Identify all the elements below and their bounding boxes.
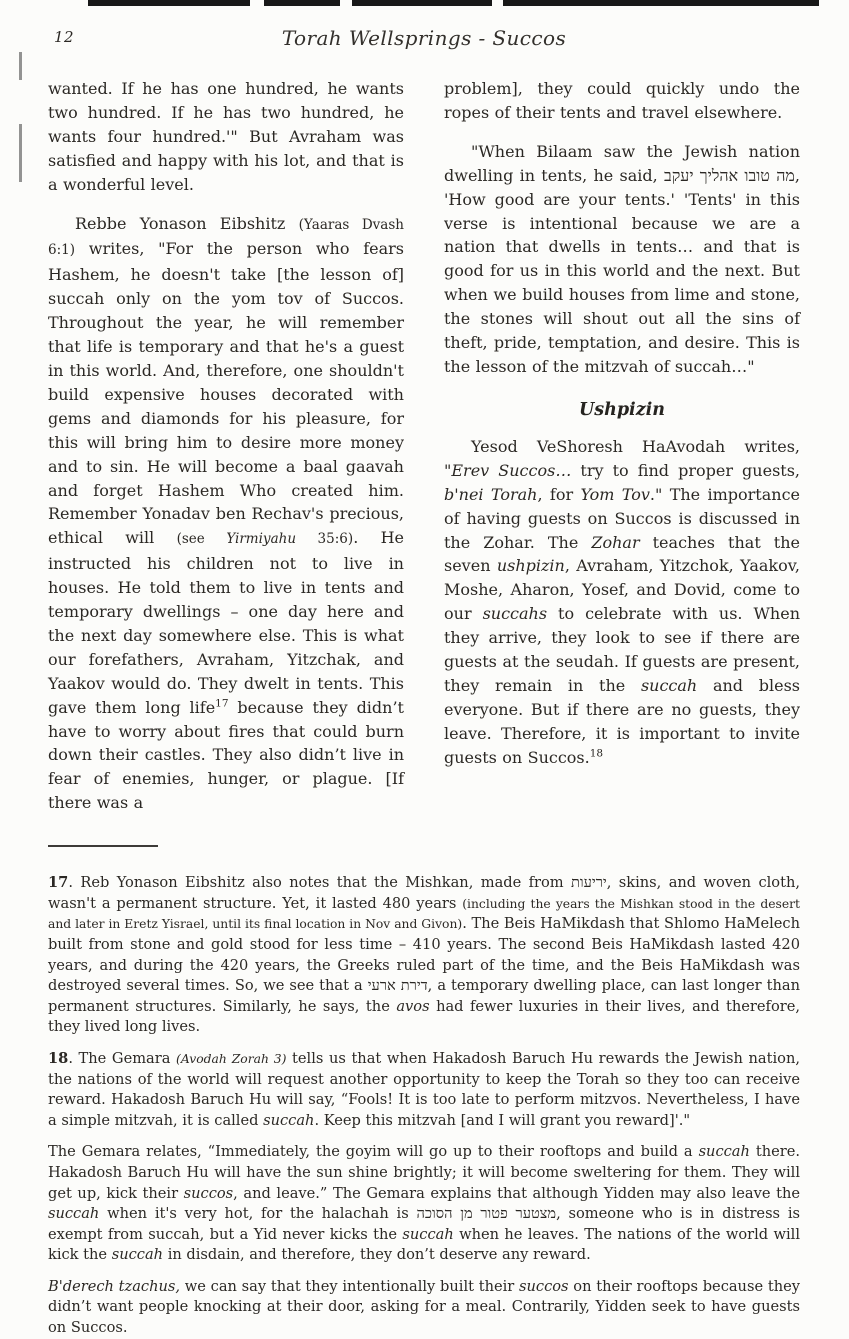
text-run: succahs (482, 604, 548, 624)
page-title: Torah Wellsprings - Succos (281, 26, 567, 50)
section-heading-ushpizin: Ushpizin (578, 399, 666, 420)
scan-artifact-left (19, 52, 22, 182)
hebrew-text-run: יריעות (571, 874, 607, 892)
text-run: , for (537, 484, 581, 504)
text-run: writes, "For the person who fears Hashem, he doesn't take [the lesson of] succah only on the yom tov of Succos. Throughout the year, he will remember that life is temporary and that he's a guest in this world. And, therefore, one shouldn't build expensive houses decorated with gems and diamonds for his pleasure, for this will bring him to desire more money and to sin. He will become a baal gaavah and forget Hashem Who created him. Remember Yonadav ben Rechav's precious, ethical will (48, 239, 404, 548)
text-run: we can say that they intentionally built their (180, 1277, 520, 1295)
text-run: in disdain, and therefore, they don’t deserve any reward. (163, 1246, 591, 1264)
body-paragraph (444, 140, 800, 379)
footnote-paragraph (48, 1049, 800, 1131)
text-run: had fewer luxuries in their lives, and therefore, they lived long lives. (48, 997, 800, 1036)
text-run: 17 (48, 874, 69, 892)
footnote-paragraph (48, 1277, 800, 1339)
text-run: b'nei Torah (444, 484, 538, 504)
text-run: Yom Tov (580, 484, 650, 504)
text-run: (see (176, 531, 227, 548)
text-run: succos (183, 1184, 234, 1202)
text-run: succah (402, 1225, 454, 1243)
text-run: Erev Succos… (451, 460, 572, 480)
text-run: succah (698, 1143, 750, 1161)
text-run: , skins, and woven cloth, wasn't a permanent structure. Yet, it lasted 480 years (48, 874, 800, 912)
text-run: The Gemara relates, “Immediately, the goyim will go up to their rooftops and build a (48, 1143, 699, 1161)
footnote-paragraph (48, 1142, 800, 1266)
text-run: problem], they could quickly undo the ropes of their tents and travel elsewhere. (444, 79, 800, 122)
text-run: Rebbe Yonason Eibshitz (75, 213, 299, 233)
footnote-ref: 18 (589, 747, 604, 760)
two-column-body (48, 77, 800, 815)
text-run: , 'How good are your tents.' 'Tents' in this verse is intentional because we are a nation that dwells in tents… and that is good for us in this world and the next. But when we build houses from lime and stone, the stones will shout out all the sins of theft, pride, temptation, and desire. This is the lesson of the mitzvah of succah…" (444, 165, 801, 376)
text-run: succos (519, 1277, 569, 1295)
text-run: succah (48, 1205, 100, 1223)
text-run: succah (640, 675, 698, 695)
text-run: , a temporary dwelling place, can last longer than permanent structures. Similarly, he says, the (48, 977, 800, 1015)
text-run: (Avodah Zorah 3) (176, 1051, 287, 1066)
body-paragraph (444, 77, 800, 125)
text-run: . Reb Yonason Eibshitz also notes that the Mishkan, made from (68, 874, 572, 892)
text-run: , Avraham, Yitzchok, Yaakov, Moshe, Aharon, Yosef, and Dovid, come to our (444, 556, 800, 624)
text-run: try to find proper guests, (571, 460, 801, 480)
scan-artifact-top (88, 0, 819, 6)
text-run: . Keep this mitzvah [and I will grant you reward]'." (314, 1111, 691, 1129)
text-run: when he leaves. The nations of the world will kick the (48, 1225, 800, 1264)
text-run: to celebrate with us. When they arrive, they look to see if there are guests at the seudah. If guests are present, they remain in the (444, 604, 800, 695)
text-run: wanted. If he has one hundred, he wants two hundred. If he has two hundred, he wants four hundred.'" But Avraham was satisfied and happy with his lot, and that is a wonderful level. (48, 79, 404, 194)
text-run: succah (111, 1246, 164, 1264)
text-run: Yirmiyahu (226, 531, 297, 548)
footnote-ref: 17 (215, 697, 229, 710)
text-run: and bless everyone. But if there are no guests, they leave. Therefore, it is important to invite guests on Succos. (444, 675, 800, 767)
body-paragraph (444, 435, 800, 770)
text-run: on their rooftops because they didn’t want people knocking at their door, asking for a meal. Contrarily, Yidden seek to have guests on Succos. (48, 1277, 800, 1337)
text-run: . The Beis HaMikdash that Shlomo HaMelech built from stone and gold stood for less time – 410 years. The second Beis HaMikdash lasted 420 years, and during the 420 years, the Greeks ruled part of the time, and the Beis HaMikdash was destroyed several times. So, we see that a (48, 915, 800, 995)
text-run: when it's very hot, for the halachah is (99, 1205, 417, 1223)
text-run: Zohar (591, 532, 640, 552)
hebrew-text-run: מצטער פטור מן הסוכה (416, 1205, 557, 1223)
hebrew-text-run: מה טובו אהליך יעקב (663, 165, 795, 185)
text-run: ." The importance of having guests on Succos is discussed in the Zohar. The (444, 484, 801, 552)
text-run: . The Gemara (68, 1049, 177, 1067)
text-run: . He instructed his children not to live in houses. He told them to live in tents and temporary dwellings – one day here and the next day somewhere else. This is what our forefathers, Avraham, Yitzchak, and Yaakov would do. They dwelt in tents. This gave them long life (48, 528, 404, 717)
text-run: "When Bilaam saw the Jewish nation dwelling in tents, he said, (444, 141, 800, 185)
body-paragraph (48, 212, 404, 816)
text-run: tells us that when Hakadosh Baruch Hu rewards the Jewish nation, the nations of the world will request another opportunity to keep the Torah so they too can receive reward. Hakadosh Baruch Hu will say, “Fools! It is too late to perform mitzvos. Nevertheless, I have a simple mitzvah, it is called (48, 1049, 800, 1129)
page-header (48, 26, 800, 50)
footnote-paragraph (48, 873, 800, 1038)
text-run: there. Hakadosh Baruch Hu will have the sun shine brightly; it will become sweltering for them. They will get up, kick their (48, 1143, 800, 1202)
page-number: 12 (54, 28, 75, 46)
body-paragraph (48, 77, 404, 197)
footnote-separator (48, 845, 158, 847)
text-run: succah (263, 1111, 315, 1129)
text-run: (Yaaras Dvash 6:1) (48, 216, 404, 259)
text-run: ushpizin (496, 556, 565, 576)
text-run: avos (396, 997, 430, 1015)
text-run: teaches that the seven (444, 532, 800, 576)
text-run: 18 (48, 1049, 69, 1067)
left-column (48, 77, 404, 815)
footnotes-section (48, 845, 800, 1338)
text-run: , and leave.” The Gemara explains that although Yidden may also leave the (233, 1184, 800, 1202)
text-run: Yesod VeShoresh HaAvodah writes, " (444, 436, 800, 480)
text-run: B'derech tzachus, (48, 1277, 181, 1295)
text-run: 35:6) (296, 531, 354, 548)
text-run: , someone who is in distress is exempt from succah, but a Yid never kicks the (48, 1205, 800, 1243)
text-run: (including the years the Mishkan stood in the desert and later in Eretz Yisrael, until its final location in Nov and Givon) (48, 896, 800, 932)
text-run: because they didn’t have to worry about fires that could burn down their castles. They also didn’t live in fear of enemies, hunger, or plague. [If there was a (48, 697, 404, 813)
hebrew-text-run: דירת ארעי (367, 977, 428, 995)
right-column (444, 77, 800, 815)
